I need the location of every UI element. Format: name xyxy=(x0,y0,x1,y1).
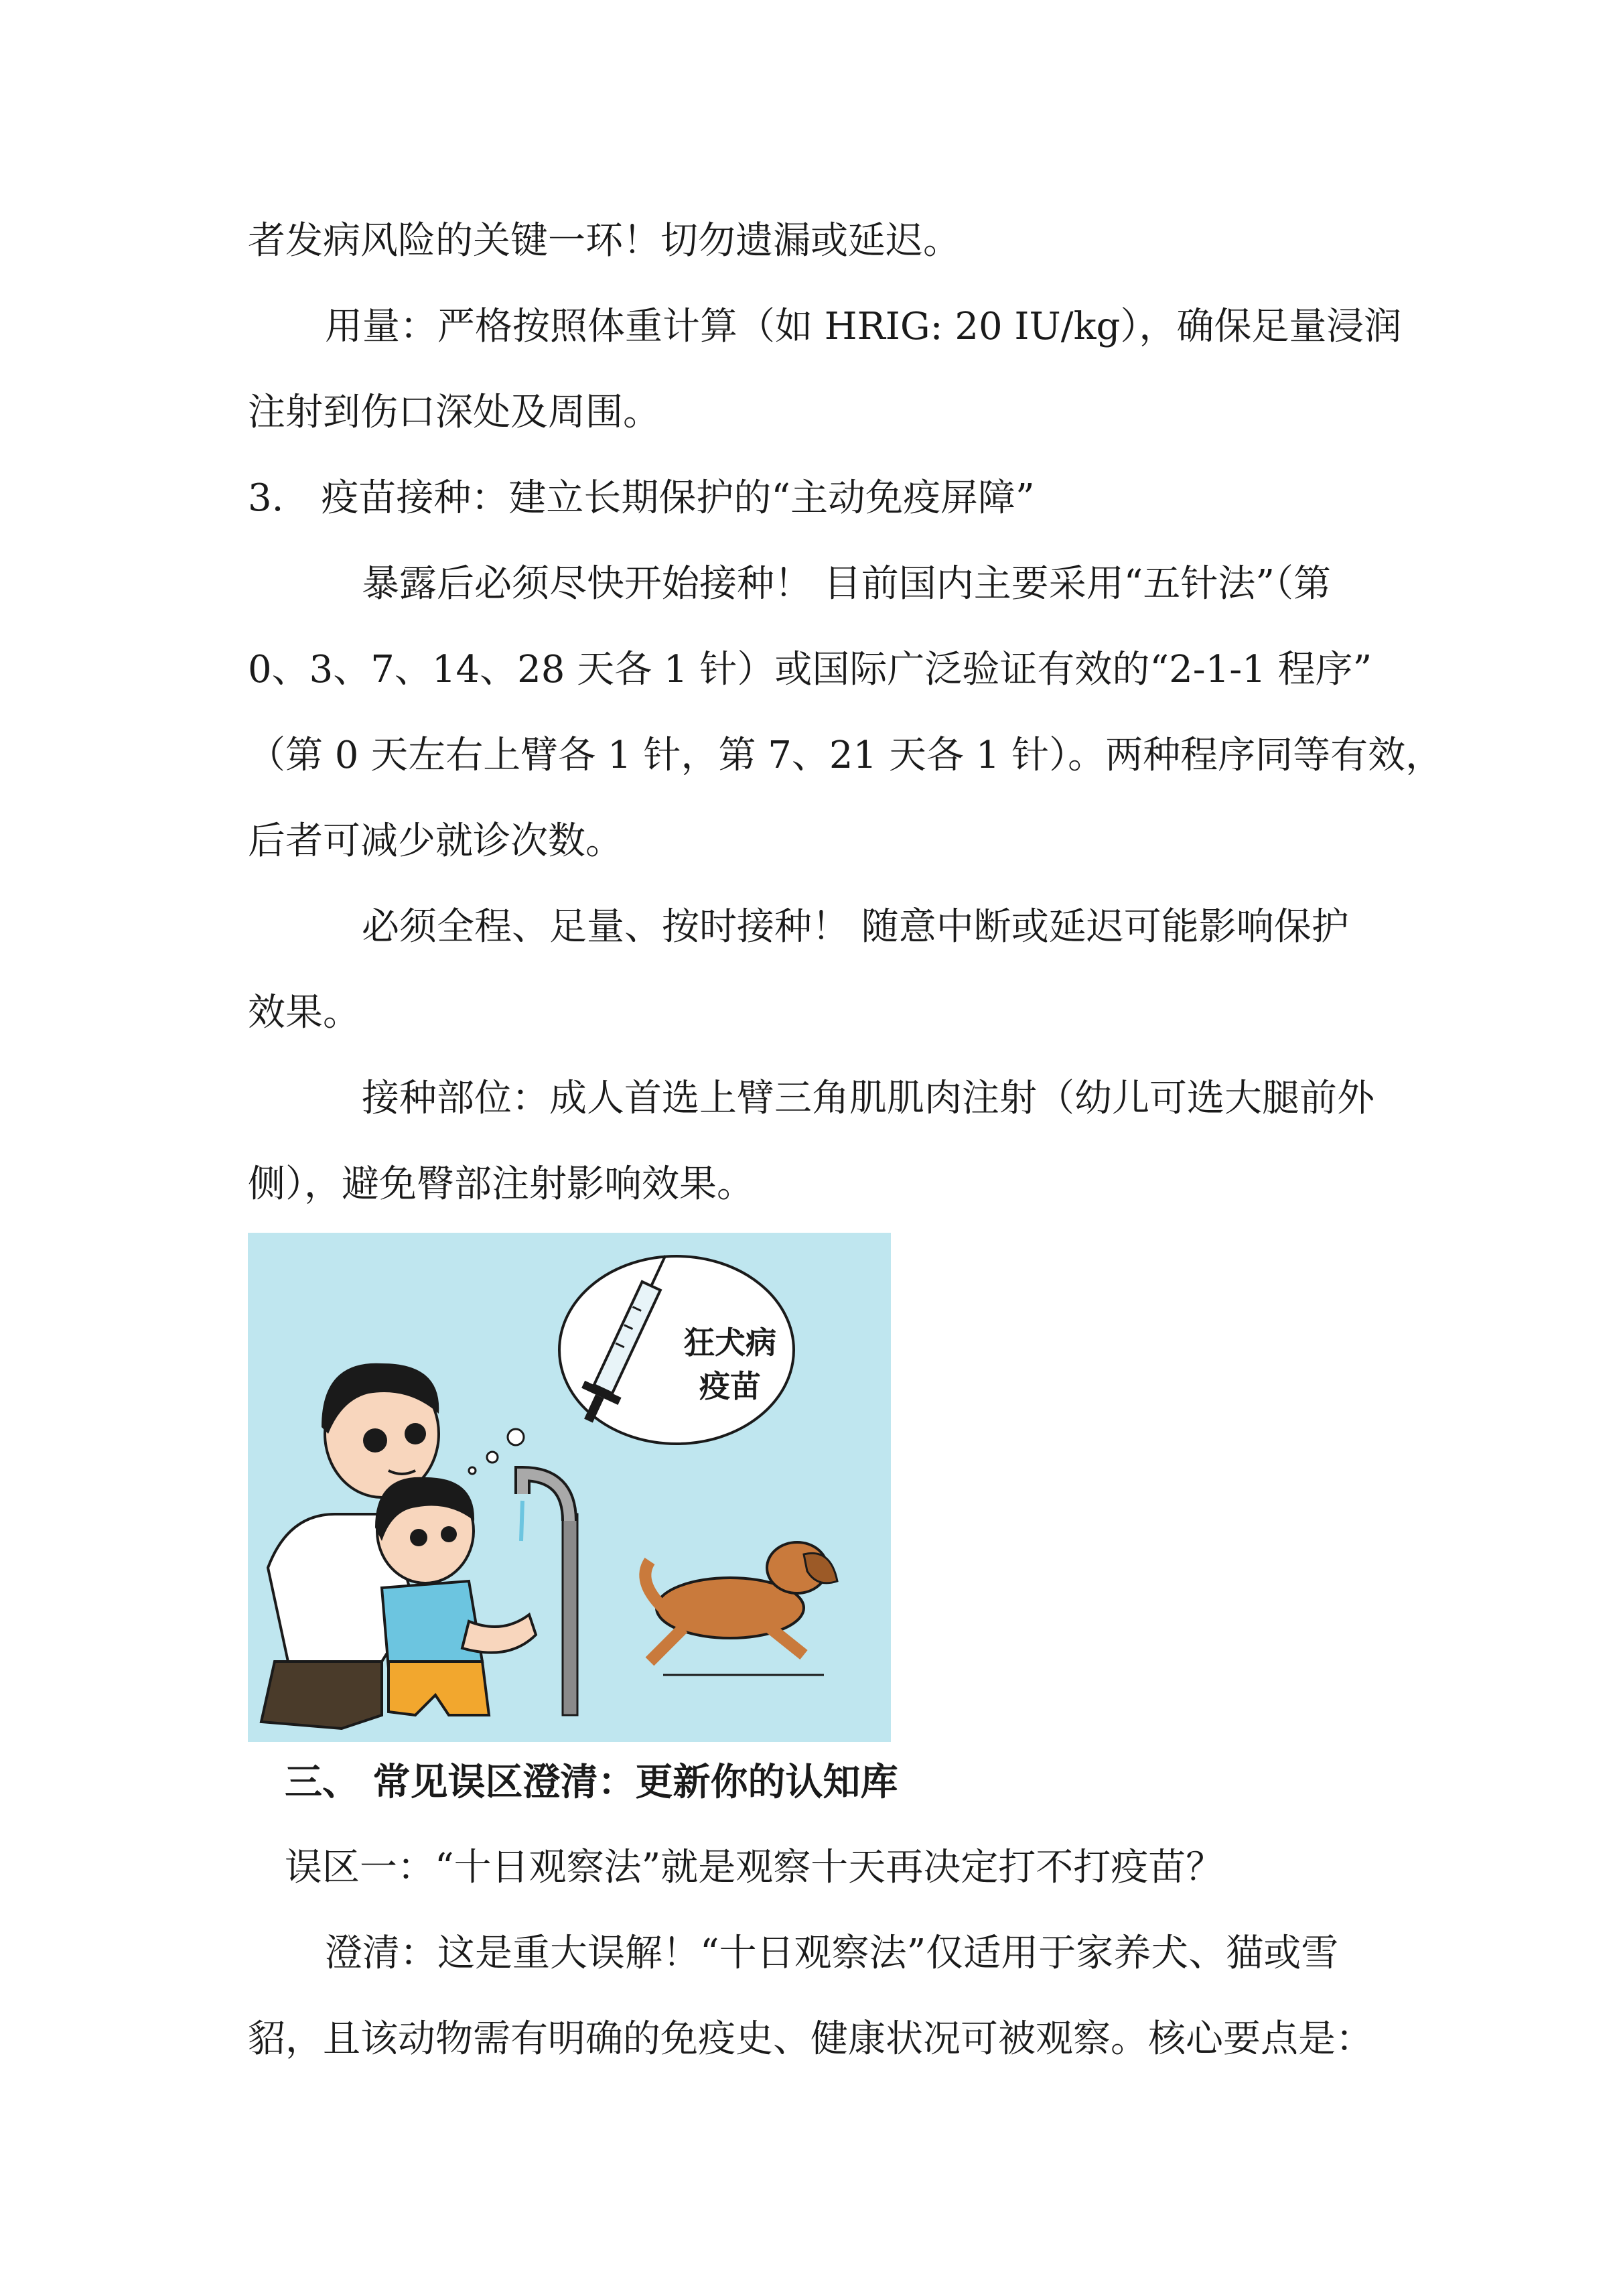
body-text-line: 暴露后必须尽快开始接种！ 目前国内主要采用“五针法”（第 xyxy=(362,562,1332,606)
bubble-text-rabies: 狂犬病 xyxy=(684,1325,776,1361)
body-text-line: 必须全程、足量、按时接种！ 随意中断或延迟可能影响保护 xyxy=(362,905,1349,949)
body-text-line: 0、3、7、14、28 天各 1 针）或国际广泛验证有效的“2-1-1 程序” xyxy=(248,648,1372,691)
misconception-question: 误区一：“十日观察法”就是观察十天再决定打不打疫苗？ xyxy=(285,1846,1224,1889)
body-text-line: 注射到伤口深处及周围。 xyxy=(248,391,660,434)
body-text-line: 貂，且该动物需有明确的免疫史、健康状况可被观察。核心要点是： xyxy=(248,2017,1373,2061)
body-text-line: 者发病风险的关键一环！切勿遗漏或延迟。 xyxy=(248,219,961,263)
section-heading: 3. 疫苗接种：建立长期保护的“主动免疫屏障” xyxy=(248,476,1035,520)
rabies-vaccine-illustration xyxy=(248,1233,891,1742)
body-text-line: （第 0 天左右上臂各 1 针，第 7、21 天各 1 针）。两种程序同等有效， xyxy=(248,734,1443,777)
body-text-line: 用量：严格按照体重计算（如 HRIG: 20 IU/kg），确保足量浸润 xyxy=(325,305,1402,348)
section-heading-misconceptions: 三、 常见误区澄清：更新你的认知库 xyxy=(285,1760,898,1804)
body-text-line: 澄清：这是重大误解！“十日观察法”仅适用于家养犬、猫或雪 xyxy=(325,1932,1339,1975)
body-text-line: 后者可减少就诊次数。 xyxy=(248,819,623,863)
body-text-line: 接种部位：成人首选上臂三角肌肌肉注射（幼儿可选大腿前外 xyxy=(362,1077,1374,1120)
body-text-line: 侧），避免臀部注射影响效果。 xyxy=(248,1162,754,1206)
bubble-text-vaccine: 疫苗 xyxy=(699,1368,761,1404)
body-text-line: 效果。 xyxy=(248,991,360,1034)
